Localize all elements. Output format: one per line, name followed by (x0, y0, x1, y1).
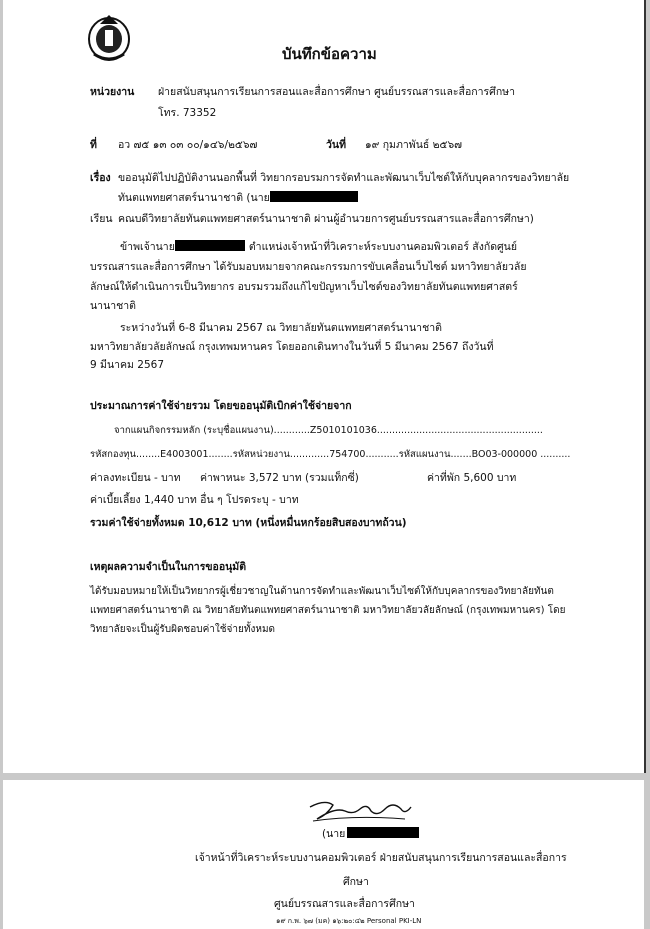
signer-position-line-2: ศึกษา (343, 876, 369, 888)
body-p2-line-1: ระหว่างวันที่ 6-8 มีนาคม 2567 ณ วิทยาลัยทันตแพทยศาสตร์นานาชาติ (120, 322, 442, 334)
reason-line-2: แพทยศาสตร์นานาชาติ ณ วิทยาลัยทันตแพทยศาสตร์นานาชาติ มหาวิทยาลัยวลัยลักษณ์ (กรุงเทพมหานคร) โดย (90, 605, 566, 616)
body-p1-line-4: นานาชาติ (90, 300, 136, 312)
memo-title: บันทึกข้อความ (282, 45, 377, 63)
date-label: วันที่ (326, 139, 346, 151)
to-label: เรียน (90, 213, 113, 225)
reason-line-1: ได้รับมอบหมายให้เป็นวิทยากรผู้เชี่ยวชาญในด้านการจัดทำและพัฒนาเว็บไซต์ให้กับบุคลากรของวิทยาลัยทันต (90, 586, 554, 597)
signature-footer: ๑๙ ก.พ. ๖๗ (มค) ๑๖:๒๐:๔๒ Personal PKI-LN (276, 917, 422, 925)
budget-registration: ค่าลงทะเบียน - บาท (90, 472, 181, 484)
body-p1-line-3: ลักษณ์ให้ดำเนินการเป็นวิทยากร อบรมรวมถึงแก้ไขปัญหาเว็บไซต์ของวิทยาลัยทันตแพทยศาสตร์ (90, 281, 518, 293)
ref-number: อว ๗๕ ๑๓ ๐๓ ๐๐/๑๔๖/๒๕๖๗ (118, 139, 258, 151)
budget-allowance: ค่าเบี้ยเลี้ยง 1,440 บาท อื่น ๆ โปรดระบุ - บาท (90, 494, 299, 506)
signer-position-line-1: เจ้าหน้าที่วิเคราะห์ระบบงานคอมพิวเตอร์ ฝ่ายสนับสนุนการเรียนการสอนและสื่อการ (195, 852, 567, 864)
budget-heading: ประมาณการค่าใช้จ่ายรวม โดยขออนุมัติเบิกค่าใช้จ่ายจาก (90, 400, 352, 412)
body-p2-line-2: มหาวิทยาลัยวลัยลักษณ์ กรุงเทพมหานคร โดยออกเดินทางในวันที่ 5 มีนาคม 2567 ถึงวันที่ (90, 341, 494, 353)
budget-fund-line: รหัสกองทุน........E4003001........รหัสหน่วยงาน.............754700...........รหัสแผนงาน.......BO03-000000 .......... (90, 449, 571, 460)
agency-label: หน่วยงาน (90, 86, 135, 98)
budget-plan-line: จากแผนกิจกรรมหลัก (ระบุชื่อแผนงาน)............Z5010101036....................................................... (114, 425, 543, 436)
subject-line-2: ทันตแพทยศาสตร์นานาชาติ (นาย (118, 191, 358, 205)
signer-name: (นาย (322, 827, 419, 841)
body-p2-line-3: 9 มีนาคม 2567 (90, 359, 165, 371)
body-p1-line-2: บรรณสารและสื่อการศึกษา ได้รับมอบหมายจากคณะกรรมการขับเคลื่อนเว็บไซต์ มหาวิทยาลัยวลัย (90, 261, 527, 273)
to-value: คณบดีวิทยาลัยทันตแพทยศาสตร์นานาชาติ ผ่านผู้อำนวยการศูนย์บรรณสารและสื่อการศึกษา) (118, 213, 534, 225)
memo-page-1 (3, 0, 646, 773)
redacted-name (270, 191, 358, 202)
reason-heading: เหตุผลความจำเป็นในการขออนุมัติ (90, 561, 247, 573)
signer-position-line-3: ศูนย์บรรณสารและสื่อการศึกษา (274, 898, 415, 910)
reason-line-3: วิทยาลัยจะเป็นผู้รับผิดชอบค่าใช้จ่ายทั้งหมด (90, 624, 276, 635)
redacted-name (347, 827, 419, 838)
ref-label: ที่ (90, 139, 97, 151)
handwritten-signature-icon (305, 797, 415, 827)
subject-label: เรื่อง (90, 172, 111, 184)
budget-total: รวมค่าใช้จ่ายทั้งหมด 10,612 บาท (หนึ่งหมื่นหกร้อยสิบสองบาทถ้วน) (90, 517, 407, 529)
agency-phone: โทร. 73352 (158, 107, 217, 119)
budget-vehicle: ค่าพาหนะ 3,572 บาท (รวมแท็กซี่) (200, 472, 359, 484)
university-seal-icon (86, 12, 132, 62)
budget-lodging: ค่าที่พัก 5,600 บาท (427, 472, 517, 484)
subject-line-1: ขออนุมัติไปปฏิบัติงานนอกพื้นที่ วิทยากรอบรมการจัดทำและพัฒนาเว็บไซต์ให้กับบุคลากรของวิทยาลัย (118, 172, 570, 184)
body-p1-line-1: ข้าพเจ้านาย ตำแหน่งเจ้าหน้าที่วิเคราะห์ระบบงานคอมพิวเตอร์ สังกัดศูนย์ (120, 241, 518, 253)
agency-value: ฝ่ายสนับสนุนการเรียนการสอนและสื่อการศึกษา ศูนย์บรรณสารและสื่อการศึกษา (158, 86, 515, 98)
date-value: ๑๙ กุมภาพันธ์ ๒๕๖๗ (365, 139, 463, 151)
redacted-name (175, 240, 245, 251)
